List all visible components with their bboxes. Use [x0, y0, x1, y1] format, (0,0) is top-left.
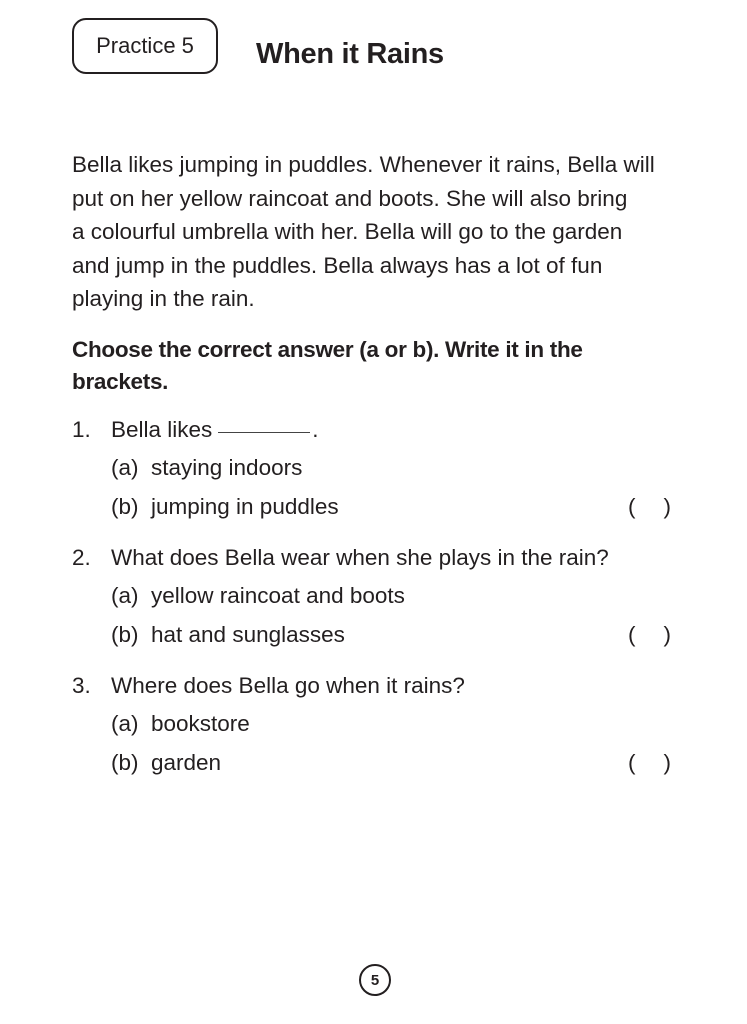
- reading-passage: [72, 148, 702, 316]
- answer-bracket[interactable]: ( ): [628, 750, 671, 775]
- option-a: (a) bookstore: [111, 711, 250, 736]
- question-text: Bella likes .: [111, 417, 319, 442]
- page-number: 5: [359, 964, 391, 996]
- option-b: (b) garden: [111, 750, 222, 775]
- option-b: (b) hat and sunglasses: [111, 622, 345, 647]
- question-number: 2.: [72, 545, 91, 570]
- question-text: Where does Bella go when it rains?: [111, 673, 465, 698]
- passage-line: Bella likes jumping in puddles. Whenever it rains, Bella will: [72, 152, 655, 177]
- question-text: What does Bella wear when she plays in the rain?: [111, 545, 609, 570]
- passage-line: playing in the rain.: [72, 286, 255, 311]
- passage-line: put on her yellow raincoat and boots. She will also bring: [72, 185, 628, 211]
- option-a: (a) staying indoors: [111, 455, 303, 480]
- instruction-line: Choose the correct answer (a or b). Write it in the: [72, 337, 583, 362]
- answer-bracket[interactable]: ( ): [628, 622, 671, 647]
- instruction-line: brackets.: [72, 369, 169, 394]
- practice-label-box: [72, 18, 218, 74]
- page-title: When it Rains: [256, 38, 444, 70]
- question-number: 3.: [72, 673, 91, 698]
- option-a: (a) yellow raincoat and boots: [111, 583, 405, 608]
- question-number: 1.: [72, 417, 91, 442]
- answer-blank: [218, 431, 310, 433]
- option-b: (b) jumping in puddles: [111, 494, 339, 519]
- instruction: [72, 334, 672, 398]
- answer-bracket[interactable]: ( ): [628, 494, 671, 519]
- passage-line: a colourful umbrella with her. Bella will go to the garden: [72, 219, 623, 244]
- practice-label: Practice 5: [96, 33, 194, 58]
- passage-line: and jump in the puddles. Bella always has a lot of fun: [72, 252, 603, 278]
